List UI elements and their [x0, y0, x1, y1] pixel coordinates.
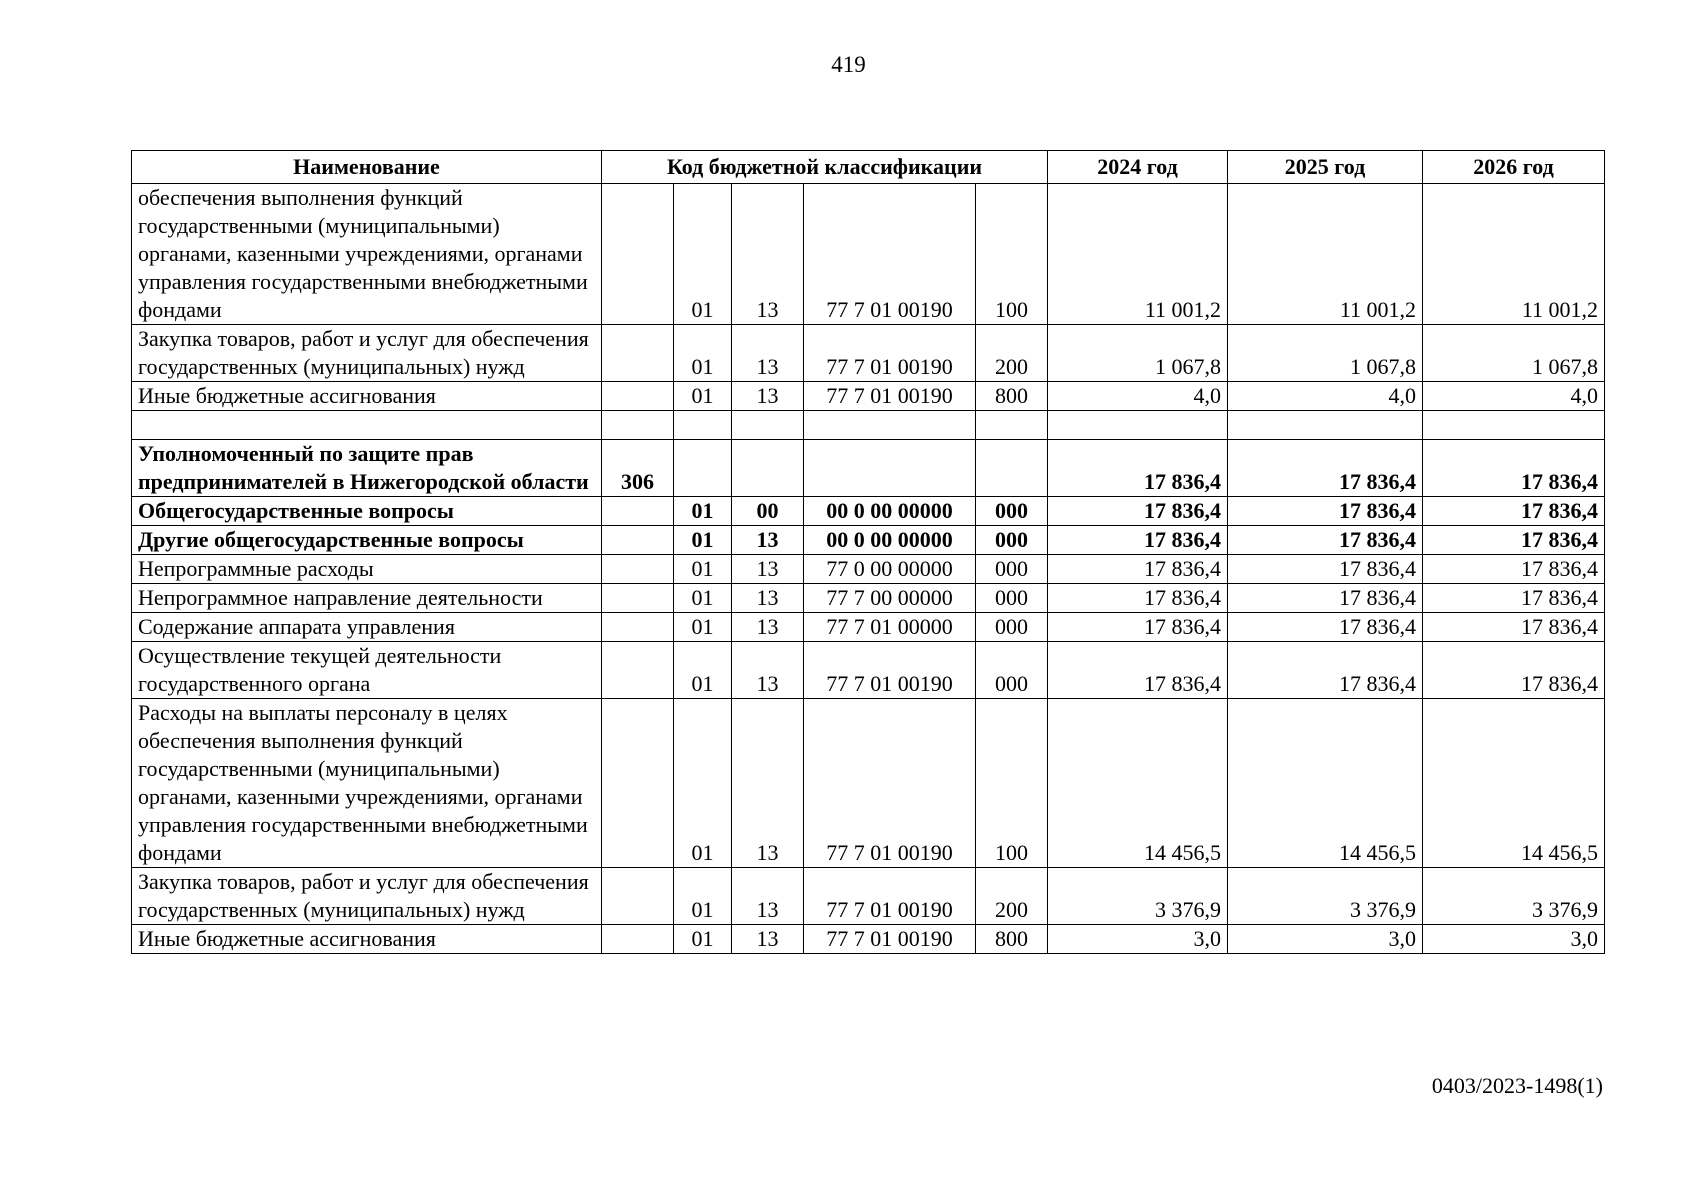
cell-2025: 17 836,4 — [1228, 497, 1423, 526]
cell-subsection: 13 — [732, 555, 804, 584]
cell-ved — [602, 642, 674, 699]
cell-subsection: 00 — [732, 497, 804, 526]
cell-ved — [602, 555, 674, 584]
cell-2026: 17 836,4 — [1423, 497, 1605, 526]
cell-2026: 17 836,4 — [1423, 526, 1605, 555]
cell-2026: 4,0 — [1423, 382, 1605, 411]
cell-ved — [602, 411, 674, 440]
header-code: Код бюджетной классификации — [602, 151, 1048, 184]
cell-name — [132, 411, 602, 440]
cell-section: 01 — [674, 382, 732, 411]
cell-2026 — [1423, 411, 1605, 440]
table-body — [132, 184, 1605, 954]
cell-2024: 3,0 — [1048, 925, 1228, 954]
cell-expense-type — [976, 440, 1048, 497]
cell-2024: 1 067,8 — [1048, 325, 1228, 382]
cell-ved — [602, 613, 674, 642]
header-2024: 2024 год — [1048, 151, 1228, 184]
cell-subsection: 13 — [732, 184, 804, 325]
cell-expense-type: 800 — [976, 382, 1048, 411]
cell-2025: 17 836,4 — [1228, 642, 1423, 699]
cell-2025: 17 836,4 — [1228, 526, 1423, 555]
cell-expense-type: 000 — [976, 642, 1048, 699]
cell-ved — [602, 184, 674, 325]
cell-subsection: 13 — [732, 699, 804, 868]
cell-expense-type: 100 — [976, 184, 1048, 325]
cell-2024: 17 836,4 — [1048, 584, 1228, 613]
cell-subsection — [732, 440, 804, 497]
cell-section: 01 — [674, 584, 732, 613]
budget-table — [131, 150, 1605, 954]
cell-target-article: 77 0 00 00000 — [804, 555, 976, 584]
cell-2026: 17 836,4 — [1423, 584, 1605, 613]
cell-2024: 17 836,4 — [1048, 440, 1228, 497]
cell-name: Непрограммные расходы — [132, 555, 602, 584]
cell-target-article: 77 7 01 00000 — [804, 613, 976, 642]
cell-2024: 3 376,9 — [1048, 868, 1228, 925]
cell-section: 01 — [674, 642, 732, 699]
cell-ved — [602, 325, 674, 382]
cell-section: 01 — [674, 325, 732, 382]
cell-name: Осуществление текущей деятельности государственного органа — [132, 642, 602, 699]
cell-2024: 4,0 — [1048, 382, 1228, 411]
header-2026: 2026 год — [1423, 151, 1605, 184]
cell-section: 01 — [674, 555, 732, 584]
cell-2026: 3,0 — [1423, 925, 1605, 954]
cell-2026: 17 836,4 — [1423, 555, 1605, 584]
cell-target-article: 77 7 01 00190 — [804, 699, 976, 868]
cell-target-article — [804, 440, 976, 497]
cell-name: Иные бюджетные ассигнования — [132, 925, 602, 954]
cell-name: Расходы на выплаты персоналу в целях обеспечения выполнения функций государственными (муниципальными) органами, казенными учреждениями, органами управления государственными внебюджетными фондами — [132, 699, 602, 868]
cell-section: 01 — [674, 613, 732, 642]
cell-subsection — [732, 411, 804, 440]
cell-2026: 17 836,4 — [1423, 440, 1605, 497]
cell-target-article: 00 0 00 00000 — [804, 497, 976, 526]
cell-expense-type: 000 — [976, 613, 1048, 642]
cell-name: Иные бюджетные ассигнования — [132, 382, 602, 411]
table-row — [132, 642, 1605, 699]
cell-2026: 3 376,9 — [1423, 868, 1605, 925]
table-row — [132, 584, 1605, 613]
table-spacer-row — [132, 411, 1605, 440]
cell-target-article: 77 7 01 00190 — [804, 642, 976, 699]
table-row — [132, 613, 1605, 642]
cell-2025: 17 836,4 — [1228, 440, 1423, 497]
table-row — [132, 497, 1605, 526]
table-row — [132, 382, 1605, 411]
cell-expense-type: 800 — [976, 925, 1048, 954]
table-row — [132, 925, 1605, 954]
cell-ved: 306 — [602, 440, 674, 497]
cell-2025: 1 067,8 — [1228, 325, 1423, 382]
cell-subsection: 13 — [732, 868, 804, 925]
cell-ved — [602, 584, 674, 613]
cell-2025: 3,0 — [1228, 925, 1423, 954]
table-row — [132, 699, 1605, 868]
cell-section: 01 — [674, 868, 732, 925]
cell-subsection: 13 — [732, 382, 804, 411]
cell-2025: 17 836,4 — [1228, 613, 1423, 642]
cell-2026: 17 836,4 — [1423, 613, 1605, 642]
cell-section: 01 — [674, 497, 732, 526]
cell-ved — [602, 925, 674, 954]
cell-expense-type: 100 — [976, 699, 1048, 868]
cell-2025: 14 456,5 — [1228, 699, 1423, 868]
cell-section: 01 — [674, 925, 732, 954]
cell-expense-type: 200 — [976, 868, 1048, 925]
cell-ved — [602, 497, 674, 526]
cell-2025: 17 836,4 — [1228, 555, 1423, 584]
table-row — [132, 526, 1605, 555]
cell-2026: 14 456,5 — [1423, 699, 1605, 868]
cell-section — [674, 411, 732, 440]
cell-section: 01 — [674, 699, 732, 868]
cell-subsection: 13 — [732, 584, 804, 613]
cell-name: Непрограммное направление деятельности — [132, 584, 602, 613]
cell-2024: 17 836,4 — [1048, 642, 1228, 699]
cell-target-article: 77 7 01 00190 — [804, 382, 976, 411]
cell-name: Содержание аппарата управления — [132, 613, 602, 642]
document-code: 0403/2023-1498(1) — [1431, 1073, 1603, 1098]
cell-2024: 17 836,4 — [1048, 555, 1228, 584]
cell-section: 01 — [674, 184, 732, 325]
cell-2024: 11 001,2 — [1048, 184, 1228, 325]
cell-expense-type — [976, 411, 1048, 440]
cell-target-article: 77 7 01 00190 — [804, 925, 976, 954]
cell-target-article: 00 0 00 00000 — [804, 526, 976, 555]
cell-2026: 11 001,2 — [1423, 184, 1605, 325]
cell-target-article — [804, 411, 976, 440]
cell-target-article: 77 7 01 00190 — [804, 868, 976, 925]
cell-subsection: 13 — [732, 325, 804, 382]
cell-section: 01 — [674, 526, 732, 555]
cell-target-article: 77 7 00 00000 — [804, 584, 976, 613]
cell-name: обеспечения выполнения функций государственными (муниципальными) органами, казенными учреждениями, органами управления государственными внебюджетными фондами — [132, 184, 602, 325]
cell-2024: 14 456,5 — [1048, 699, 1228, 868]
cell-2024 — [1048, 411, 1228, 440]
cell-expense-type: 000 — [976, 497, 1048, 526]
table-row — [132, 325, 1605, 382]
page-number: 419 — [831, 52, 866, 77]
table-header-row — [132, 151, 1605, 184]
table-row — [132, 184, 1605, 325]
header-2025: 2025 год — [1228, 151, 1423, 184]
cell-target-article: 77 7 01 00190 — [804, 325, 976, 382]
cell-name: Общегосударственные вопросы — [132, 497, 602, 526]
cell-name: Другие общегосударственные вопросы — [132, 526, 602, 555]
cell-2025: 4,0 — [1228, 382, 1423, 411]
table-row — [132, 868, 1605, 925]
cell-2025: 17 836,4 — [1228, 584, 1423, 613]
cell-target-article: 77 7 01 00190 — [804, 184, 976, 325]
cell-2024: 17 836,4 — [1048, 613, 1228, 642]
cell-2025: 3 376,9 — [1228, 868, 1423, 925]
cell-ved — [602, 868, 674, 925]
cell-name: Закупка товаров, работ и услуг для обеспечения государственных (муниципальных) нужд — [132, 868, 602, 925]
cell-section — [674, 440, 732, 497]
cell-ved — [602, 526, 674, 555]
cell-expense-type: 000 — [976, 526, 1048, 555]
cell-expense-type: 000 — [976, 584, 1048, 613]
cell-2024: 17 836,4 — [1048, 497, 1228, 526]
cell-name: Уполномоченный по защите прав предпринимателей в Нижегородской области — [132, 440, 602, 497]
cell-2026: 17 836,4 — [1423, 642, 1605, 699]
cell-name: Закупка товаров, работ и услуг для обеспечения государственных (муниципальных) нужд — [132, 325, 602, 382]
cell-subsection: 13 — [732, 925, 804, 954]
table-row — [132, 555, 1605, 584]
cell-ved — [602, 699, 674, 868]
cell-subsection: 13 — [732, 642, 804, 699]
cell-expense-type: 000 — [976, 555, 1048, 584]
header-name: Наименование — [132, 151, 602, 184]
cell-ved — [602, 382, 674, 411]
cell-2024: 17 836,4 — [1048, 526, 1228, 555]
cell-subsection: 13 — [732, 613, 804, 642]
cell-expense-type: 200 — [976, 325, 1048, 382]
cell-2025: 11 001,2 — [1228, 184, 1423, 325]
cell-2026: 1 067,8 — [1423, 325, 1605, 382]
cell-subsection: 13 — [732, 526, 804, 555]
table-row — [132, 440, 1605, 497]
cell-2025 — [1228, 411, 1423, 440]
